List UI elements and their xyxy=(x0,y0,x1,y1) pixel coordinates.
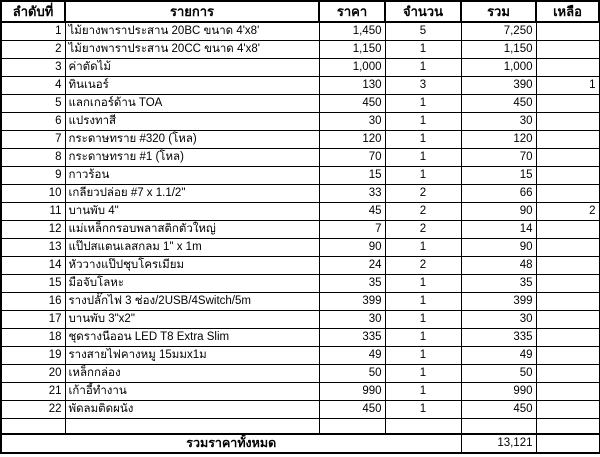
header-item: รายการ xyxy=(65,1,319,22)
cell-item[interactable]: ค่าตัดไม้ xyxy=(65,59,319,77)
cell-index[interactable]: 4 xyxy=(1,77,65,95)
cell-remaining[interactable] xyxy=(536,131,599,149)
cell-remaining[interactable] xyxy=(536,41,599,59)
cell-remaining[interactable] xyxy=(536,329,599,347)
cell-remaining[interactable] xyxy=(536,221,599,239)
table-row xyxy=(1,77,599,95)
cell-qty[interactable]: 1 xyxy=(385,131,461,149)
cell-total[interactable]: 30 xyxy=(461,113,536,131)
cell-qty[interactable]: 2 xyxy=(385,221,461,239)
cell-total[interactable]: 14 xyxy=(461,221,536,239)
table-row xyxy=(1,293,599,311)
cell-total[interactable]: 450 xyxy=(461,401,536,419)
cell-total[interactable]: 48 xyxy=(461,257,536,275)
grand-total-remaining[interactable] xyxy=(536,434,599,453)
blank-cell[interactable] xyxy=(1,419,65,435)
cell-price[interactable]: 450 xyxy=(319,401,385,419)
cell-remaining[interactable] xyxy=(536,347,599,365)
cell-remaining[interactable] xyxy=(536,59,599,77)
table-row xyxy=(1,257,599,275)
cell-index[interactable]: 7 xyxy=(1,131,65,149)
cell-item[interactable]: บานพับ 4" xyxy=(65,203,319,221)
cell-qty[interactable]: 1 xyxy=(385,329,461,347)
cell-price[interactable]: 30 xyxy=(319,113,385,131)
cell-total[interactable]: 450 xyxy=(461,95,536,113)
cell-total[interactable]: 399 xyxy=(461,293,536,311)
cell-item[interactable]: เก้าอี้ทำงาน xyxy=(65,383,319,401)
cell-price[interactable]: 49 xyxy=(319,347,385,365)
cell-index[interactable]: 21 xyxy=(1,383,65,401)
table-row xyxy=(1,311,599,329)
cell-index[interactable]: 9 xyxy=(1,167,65,185)
table-row xyxy=(1,221,599,239)
cell-remaining[interactable] xyxy=(536,95,599,113)
cell-index[interactable]: 5 xyxy=(1,95,65,113)
cell-index[interactable]: 22 xyxy=(1,401,65,419)
cell-index[interactable]: 15 xyxy=(1,275,65,293)
cell-qty[interactable]: 1 xyxy=(385,167,461,185)
cell-total[interactable]: 15 xyxy=(461,167,536,185)
blank-cell[interactable] xyxy=(385,419,461,435)
cell-total[interactable]: 49 xyxy=(461,347,536,365)
blank-cell[interactable] xyxy=(536,419,599,435)
cell-qty[interactable]: 1 xyxy=(385,401,461,419)
cell-total[interactable]: 1,000 xyxy=(461,59,536,77)
cell-item[interactable]: บานพับ 3"x2" xyxy=(65,311,319,329)
cell-remaining[interactable] xyxy=(536,383,599,401)
cell-remaining[interactable] xyxy=(536,275,599,293)
table-row xyxy=(1,365,599,383)
cell-qty[interactable]: 1 xyxy=(385,383,461,401)
cell-price[interactable]: 33 xyxy=(319,185,385,203)
blank-cell[interactable] xyxy=(65,419,319,435)
table-row xyxy=(1,383,599,401)
cell-qty[interactable]: 1 xyxy=(385,95,461,113)
cell-item[interactable]: รางปลั๊กไฟ 3 ช่อง/2USB/4Switch/5m xyxy=(65,293,319,311)
cell-price[interactable]: 1,450 xyxy=(319,22,385,41)
cell-price[interactable]: 30 xyxy=(319,311,385,329)
cell-index[interactable]: 13 xyxy=(1,239,65,257)
cell-total[interactable]: 90 xyxy=(461,239,536,257)
header-price: ราคา xyxy=(319,1,385,22)
cell-price[interactable]: 120 xyxy=(319,131,385,149)
cell-price[interactable]: 990 xyxy=(319,383,385,401)
cell-item[interactable]: มือจับโลหะ xyxy=(65,275,319,293)
header-index: ลำดับที่ xyxy=(1,1,65,22)
cell-item[interactable]: กาวร้อน xyxy=(65,167,319,185)
grand-total-row xyxy=(1,434,599,453)
cell-qty[interactable]: 2 xyxy=(385,203,461,221)
table-row xyxy=(1,149,599,167)
cell-price[interactable]: 70 xyxy=(319,149,385,167)
cell-item[interactable]: รางสายไฟคางหมู 15มมx1ม xyxy=(65,347,319,365)
cell-total[interactable]: 1,150 xyxy=(461,41,536,59)
cell-remaining[interactable] xyxy=(536,293,599,311)
table-row xyxy=(1,203,599,221)
cell-qty[interactable]: 3 xyxy=(385,77,461,95)
cell-item[interactable]: ไม้ยางพาราประสาน 20BC ขนาด 4'x8' xyxy=(65,22,319,41)
table-row xyxy=(1,95,599,113)
cell-total[interactable]: 7,250 xyxy=(461,22,536,41)
cell-index[interactable]: 6 xyxy=(1,113,65,131)
table-row xyxy=(1,167,599,185)
cell-qty[interactable]: 2 xyxy=(385,257,461,275)
table-row xyxy=(1,59,599,77)
cell-remaining[interactable] xyxy=(536,401,599,419)
grand-total-value[interactable]: 13,121 xyxy=(461,434,536,453)
table-row xyxy=(1,275,599,293)
cell-remaining[interactable] xyxy=(536,185,599,203)
blank-cell[interactable] xyxy=(461,419,536,435)
cell-price[interactable]: 1,150 xyxy=(319,41,385,59)
cell-index[interactable]: 18 xyxy=(1,329,65,347)
cell-index[interactable]: 20 xyxy=(1,365,65,383)
cell-qty[interactable]: 5 xyxy=(385,22,461,41)
cell-index[interactable]: 1 xyxy=(1,22,65,41)
cell-item[interactable]: กระดาษทราย #1 (โหล) xyxy=(65,149,319,167)
cell-qty[interactable]: 1 xyxy=(385,149,461,167)
cell-remaining[interactable]: 1 xyxy=(536,77,599,95)
cell-remaining[interactable] xyxy=(536,149,599,167)
cell-price[interactable]: 50 xyxy=(319,365,385,383)
table-row xyxy=(1,113,599,131)
cell-index[interactable]: 2 xyxy=(1,41,65,59)
cell-qty[interactable]: 1 xyxy=(385,239,461,257)
table-row xyxy=(1,329,599,347)
cell-total[interactable]: 70 xyxy=(461,149,536,167)
cell-qty[interactable]: 1 xyxy=(385,113,461,131)
cell-remaining[interactable] xyxy=(536,167,599,185)
cell-qty[interactable]: 1 xyxy=(385,293,461,311)
cell-item[interactable]: แปรงทาสี xyxy=(65,113,319,131)
cell-index[interactable]: 12 xyxy=(1,221,65,239)
cell-total[interactable]: 390 xyxy=(461,77,536,95)
cell-price[interactable]: 45 xyxy=(319,203,385,221)
table-row xyxy=(1,185,599,203)
cell-total[interactable]: 90 xyxy=(461,203,536,221)
grand-total-label[interactable]: รวมราคาทั้งหมด xyxy=(1,434,461,453)
cell-qty[interactable]: 1 xyxy=(385,365,461,383)
cell-total[interactable]: 335 xyxy=(461,329,536,347)
table-row xyxy=(1,347,599,365)
cell-total[interactable]: 35 xyxy=(461,275,536,293)
cell-qty[interactable]: 1 xyxy=(385,41,461,59)
cell-price[interactable]: 35 xyxy=(319,275,385,293)
cell-qty[interactable]: 2 xyxy=(385,185,461,203)
cell-price[interactable]: 399 xyxy=(319,293,385,311)
cell-index[interactable]: 14 xyxy=(1,257,65,275)
cell-total[interactable]: 30 xyxy=(461,311,536,329)
cell-total[interactable]: 120 xyxy=(461,131,536,149)
cell-price[interactable]: 1,000 xyxy=(319,59,385,77)
cell-price[interactable]: 90 xyxy=(319,239,385,257)
header-remaining: เหลือ xyxy=(536,1,599,22)
table-row xyxy=(1,41,599,59)
cell-item[interactable]: แป๊ปสแตนเลสกลม 1" x 1m xyxy=(65,239,319,257)
cell-item[interactable]: ชุดรางนีออน LED T8 Extra Slim xyxy=(65,329,319,347)
table-row xyxy=(1,401,599,419)
cell-price[interactable]: 450 xyxy=(319,95,385,113)
cell-qty[interactable]: 1 xyxy=(385,311,461,329)
header-row xyxy=(1,1,599,22)
cell-remaining[interactable]: 2 xyxy=(536,203,599,221)
cell-qty[interactable]: 1 xyxy=(385,347,461,365)
table-row xyxy=(1,239,599,257)
cell-item[interactable]: หัววางแป๊ปชุบโครเมียม xyxy=(65,257,319,275)
cell-index[interactable]: 16 xyxy=(1,293,65,311)
table-row xyxy=(1,22,599,41)
cell-total[interactable]: 66 xyxy=(461,185,536,203)
cell-index[interactable]: 8 xyxy=(1,149,65,167)
header-qty: จำนวน xyxy=(385,1,461,22)
cell-item[interactable]: กระดาษทราย #320 (โหล) xyxy=(65,131,319,149)
cell-total[interactable]: 50 xyxy=(461,365,536,383)
cell-item[interactable]: ทินเนอร์ xyxy=(65,77,319,95)
table-row xyxy=(1,131,599,149)
cell-qty[interactable]: 1 xyxy=(385,275,461,293)
cell-item[interactable]: แม่เหล็กกรอบพลาสติกตัวใหญ่ xyxy=(65,221,319,239)
cell-price[interactable]: 335 xyxy=(319,329,385,347)
cell-remaining[interactable] xyxy=(536,113,599,131)
cell-item[interactable]: แลกเกอร์ด้าน TOA xyxy=(65,95,319,113)
cell-remaining[interactable] xyxy=(536,257,599,275)
cell-item[interactable]: พัดลมติดผนัง xyxy=(65,401,319,419)
cell-qty[interactable]: 1 xyxy=(385,59,461,77)
cell-item[interactable]: เหล็กกล่อง xyxy=(65,365,319,383)
blank-row xyxy=(1,419,599,435)
cell-total[interactable]: 990 xyxy=(461,383,536,401)
cell-remaining[interactable] xyxy=(536,239,599,257)
cell-index[interactable]: 10 xyxy=(1,185,65,203)
cell-remaining[interactable] xyxy=(536,365,599,383)
cell-remaining[interactable] xyxy=(536,311,599,329)
cell-price[interactable]: 7 xyxy=(319,221,385,239)
cell-remaining[interactable] xyxy=(536,22,599,41)
cell-item[interactable]: ไม้ยางพาราประสาน 20CC ขนาด 4'x8' xyxy=(65,41,319,59)
cell-price[interactable]: 24 xyxy=(319,257,385,275)
cell-item[interactable]: เกลียวปล่อย #7 x 1.1/2" xyxy=(65,185,319,203)
cell-price[interactable]: 130 xyxy=(319,77,385,95)
cell-index[interactable]: 19 xyxy=(1,347,65,365)
cell-index[interactable]: 3 xyxy=(1,59,65,77)
header-total: รวม xyxy=(461,1,536,22)
blank-cell[interactable] xyxy=(319,419,385,435)
cell-index[interactable]: 17 xyxy=(1,311,65,329)
cell-index[interactable]: 11 xyxy=(1,203,65,221)
cell-price[interactable]: 15 xyxy=(319,167,385,185)
